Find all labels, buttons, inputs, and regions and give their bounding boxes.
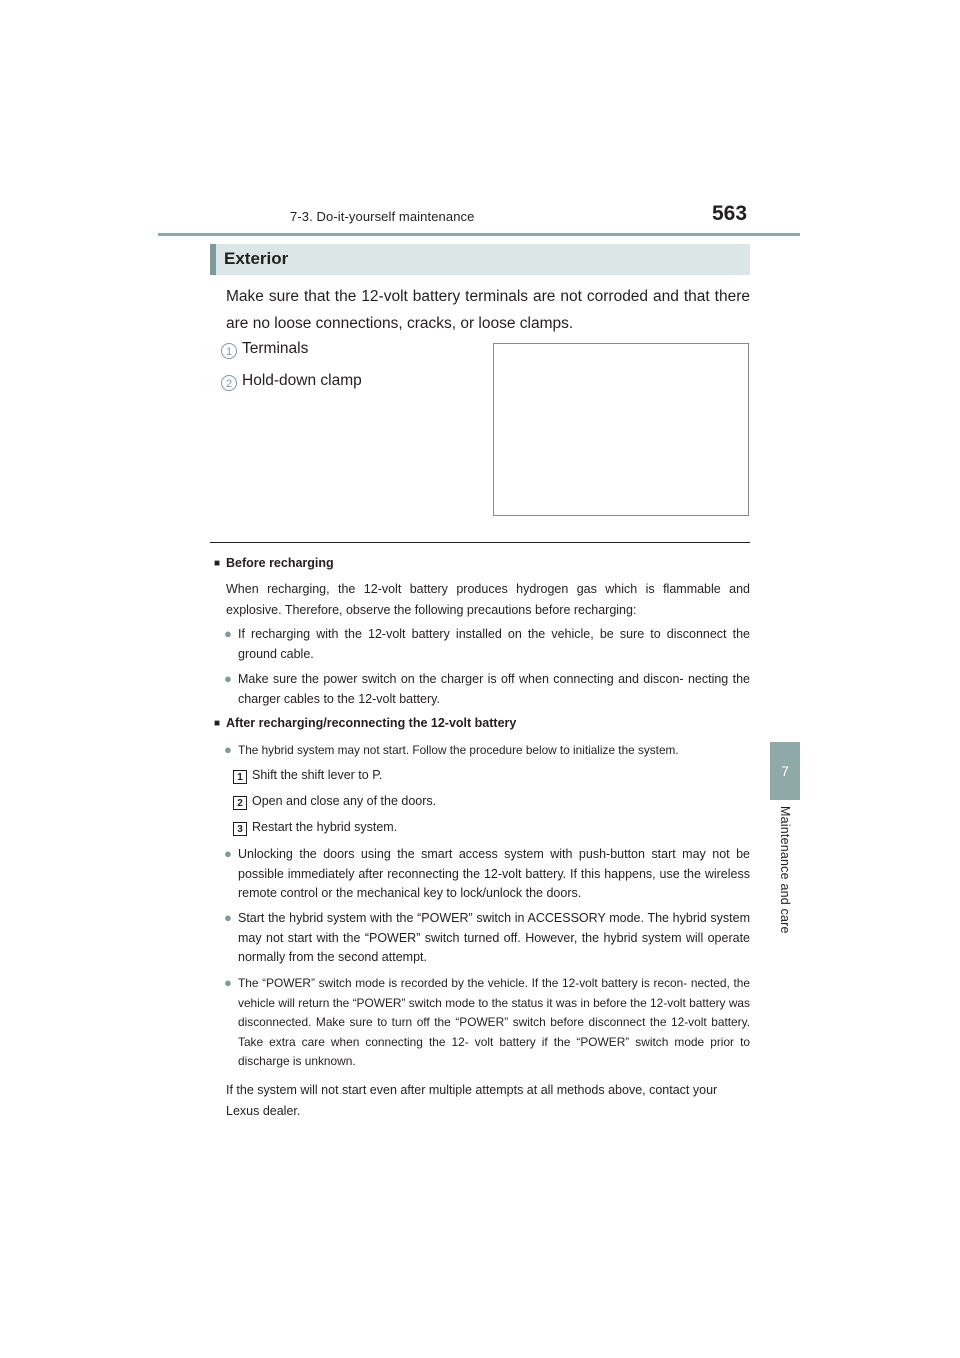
page-number: 563 bbox=[712, 202, 748, 225]
square-bullet-icon: ■ bbox=[214, 718, 221, 729]
legend-label-clamp: Hold-down clamp bbox=[242, 372, 362, 389]
bullet-icon: ● bbox=[224, 626, 232, 641]
step-text-3: Restart the hybrid system. bbox=[252, 820, 398, 834]
step-number-1: 1 bbox=[233, 770, 247, 784]
after-bullet-unlocking: Unlocking the doors using the smart access system with push-button start may not be possible immediately after reconnecting the 12-volt battery. If this happens, use the wireless remote control or the mechanical key to lock/unlock the doors. bbox=[238, 847, 750, 900]
bullet-icon: ● bbox=[224, 975, 232, 990]
section-divider bbox=[210, 542, 750, 543]
before-recharging-text: When recharging, the 12-volt battery produces hydrogen gas which is flammable and explosive. Therefore, observe the following precautions before recharging: bbox=[226, 582, 750, 617]
step-text-1: Shift the shift lever to P. bbox=[252, 768, 383, 782]
after-recharging-heading: After recharging/reconnecting the 12-volt battery bbox=[226, 716, 517, 730]
bullet-icon: ● bbox=[224, 671, 232, 686]
legend-number-2: 2 bbox=[221, 375, 237, 391]
section-title: 7-3. Do-it-yourself maintenance bbox=[290, 209, 475, 224]
closing-note: If the system will not start even after multiple attempts at all methods above, contact your Lexus dealer. bbox=[226, 1083, 718, 1118]
battery-figure bbox=[493, 343, 749, 516]
exterior-heading-bar bbox=[210, 244, 216, 275]
step-number-2: 2 bbox=[233, 796, 247, 810]
chapter-tab: 7 bbox=[770, 742, 800, 800]
before-bullet-2: Make sure the power switch on the charger is off when connecting and discon- necting the charger cables to the 12-volt battery. bbox=[238, 672, 750, 706]
exterior-intro: Make sure that the 12-volt battery terminals are not corroded and that there are no loose connections, cracks, or loose clamps. bbox=[226, 288, 750, 332]
square-bullet-icon: ■ bbox=[214, 558, 221, 569]
legend-number-1: 1 bbox=[221, 343, 237, 359]
bullet-icon: ● bbox=[224, 910, 232, 925]
exterior-heading-box bbox=[210, 244, 750, 275]
before-bullet-1: If recharging with the 12-volt battery installed on the vehicle, be sure to disconnect the ground cable. bbox=[238, 627, 750, 661]
legend-label-terminals: Terminals bbox=[242, 340, 309, 357]
chapter-label: Maintenance and care bbox=[778, 806, 792, 934]
header-rule bbox=[158, 233, 800, 236]
step-number-3: 3 bbox=[233, 822, 247, 836]
after-bullet-initialize: The hybrid system may not start. Follow the procedure below to initialize the system. bbox=[238, 743, 679, 757]
exterior-heading: Exterior bbox=[224, 249, 289, 268]
bullet-icon: ● bbox=[224, 846, 232, 861]
step-text-2: Open and close any of the doors. bbox=[252, 794, 437, 808]
after-bullet-power-mode: The “POWER” switch mode is recorded by the vehicle. If the 12-volt battery is recon- nected, the vehicle will return the “POWER” switch mode to the status it was in before the 12-volt battery was disconnected. Make sure to turn off the “POWER” switch before disconnect the 12-volt battery. Take extra care when connecting the 12- volt battery if the “POWER” switch mode prior to discharge is unknown. bbox=[238, 976, 750, 1068]
after-bullet-start: Start the hybrid system with the “POWER” switch in ACCESSORY mode. The hybrid system may not start with the “POWER” switch turned off. However, the hybrid system will operate normally from the second attempt. bbox=[238, 911, 750, 964]
before-recharging-heading: Before recharging bbox=[226, 556, 334, 570]
bullet-icon: ● bbox=[224, 742, 232, 757]
